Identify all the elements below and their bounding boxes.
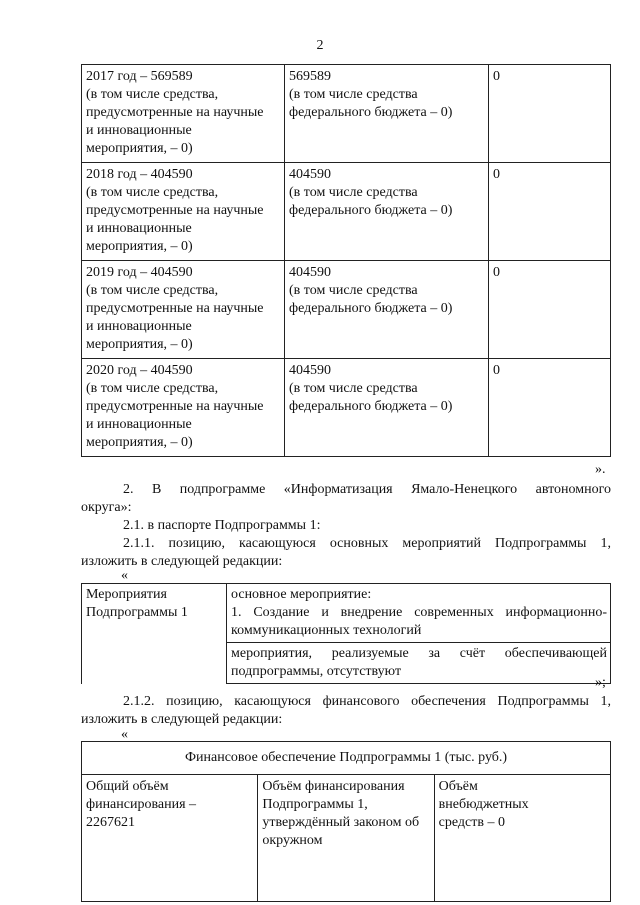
year-total-line: предусмотренные на научные [86,399,264,414]
year-total-line: мероприятия, – 0) [86,239,193,254]
year-total-line: (в том числе средства, [86,185,219,200]
year-total-line: предусмотренные на научные [86,301,264,316]
year-total-line: мероприятия, – 0) [86,337,193,352]
year-total-line: предусмотренные на научные [86,105,264,120]
year-total-cell [82,261,285,359]
district-budget-line: федерального бюджета – 0) [289,301,453,316]
year-total-line: 2017 год – 569589 [86,69,193,84]
year-total-line: 2019 год – 404590 [86,265,193,280]
year-total-line: и инновационные [86,123,192,138]
year-total-line: 2018 год – 404590 [86,167,193,182]
year-total-line: мероприятия, – 0) [86,435,193,450]
district-budget-cell [285,163,489,261]
year-total-line: и инновационные [86,221,192,236]
approved-funding-line: утверждённый законом об [262,815,420,830]
approved-funding-line: Объём финансирования [262,779,405,794]
district-budget-line: (в том числе средства [289,185,418,200]
year-total-line: и инновационные [86,319,192,334]
approved-funding-cell [258,775,434,902]
year-total-line: (в том числе средства, [86,87,219,102]
paragraph-2 [81,481,611,517]
extrabudgetary-value-cell: 0 [489,261,611,359]
total-funding-line: 2267621 [86,815,135,830]
supporting-measure-line: подпрограммы, отсутствуют [231,664,402,679]
district-budget-line: 404590 [289,363,331,378]
paragraph-2-1-2-line-2: изложить в следующей редакции: [81,712,283,727]
funding-by-year-table [81,64,611,457]
main-measure-cell [227,584,611,643]
measures-label-line: Подпрограммы 1 [86,605,188,620]
main-measure-line: 1. Создание и внедрение современных информационно- [231,605,607,620]
district-budget-cell [285,359,489,457]
paragraph-2-1-1 [81,535,611,571]
district-budget-line: (в том числе средства [289,283,418,298]
table-row [82,261,611,359]
measures-label-cell [82,584,227,684]
supporting-measures-cell [227,643,611,684]
paragraph-2-1-1-line-1: 2.1.1. позицию, касающуюся основных мероприятий Подпрограммы 1, [123,536,611,551]
year-total-line: мероприятия, – 0) [86,141,193,156]
extrabudgetary-line: Объём [438,779,478,794]
approved-funding-line: окружном [262,833,323,848]
district-budget-line: 404590 [289,265,331,280]
page-number: 2 [316,38,324,53]
paragraph-2-1-2 [81,693,611,729]
finance-table [81,741,611,902]
district-budget-line: федерального бюджета – 0) [289,203,453,218]
year-total-cell [82,163,285,261]
table-row [82,359,611,457]
district-budget-line: (в том числе средства [289,381,418,396]
finance-table-header: Финансовое обеспечение Подпрограммы 1 (тыс. руб.) [82,742,611,775]
total-funding-line: финансирования – [86,797,197,812]
year-total-line: предусмотренные на научные [86,203,264,218]
table-row [82,163,611,261]
paragraph-2-1-1-line-2: изложить в следующей редакции: [81,554,283,569]
district-budget-cell [285,65,489,163]
district-budget-line: 569589 [289,69,331,84]
paragraph-2-1 [81,517,611,535]
extrabudgetary-value-cell: 0 [489,65,611,163]
extrabudgetary-line: внебюджетных [438,797,529,812]
total-funding-cell [82,775,258,902]
approved-funding-line: Подпрограммы 1, [262,797,368,812]
district-budget-line: 404590 [289,167,331,182]
supporting-measure-line: мероприятия, реализуемые за счёт обеспечивающей [231,646,607,661]
year-total-line: и инновационные [86,417,192,432]
extrabudgetary-value-cell: 0 [489,163,611,261]
measures-label-line: Мероприятия [86,587,167,602]
district-budget-line: (в том числе средства [289,87,418,102]
paragraph-2-1-text: 2.1. в паспорте Подпрограммы 1: [123,518,321,533]
opening-quote: « [121,568,128,583]
year-total-line: 2020 год – 404590 [86,363,193,378]
district-budget-line: федерального бюджета – 0) [289,399,453,414]
extrabudgetary-line: средств – 0 [438,815,505,830]
measures-table [81,583,611,684]
extrabudgetary-value-cell: 0 [489,359,611,457]
opening-quote: « [121,727,128,742]
year-total-cell [82,65,285,163]
closing-quote: ». [595,462,606,477]
year-total-line: (в том числе средства, [86,283,219,298]
total-funding-line: Общий объём [86,779,169,794]
district-budget-line: федерального бюджета – 0) [289,105,453,120]
year-total-cell [82,359,285,457]
main-measure-line: основное мероприятие: [231,587,372,602]
main-measure-line: коммуникационных технологий [231,623,422,638]
closing-quote: »; [595,675,606,690]
paragraph-2-line-2: округа»: [81,500,132,515]
district-budget-cell [285,261,489,359]
year-total-line: (в том числе средства, [86,381,219,396]
paragraph-2-line-1: 2. В подпрограмме «Информатизация Ямало-Ненецкого автономного [123,482,611,497]
extrabudgetary-cell [434,775,610,902]
paragraph-2-1-2-line-1: 2.1.2. позицию, касающуюся финансового обеспечения Подпрограммы 1, [123,694,611,709]
table-row [82,65,611,163]
